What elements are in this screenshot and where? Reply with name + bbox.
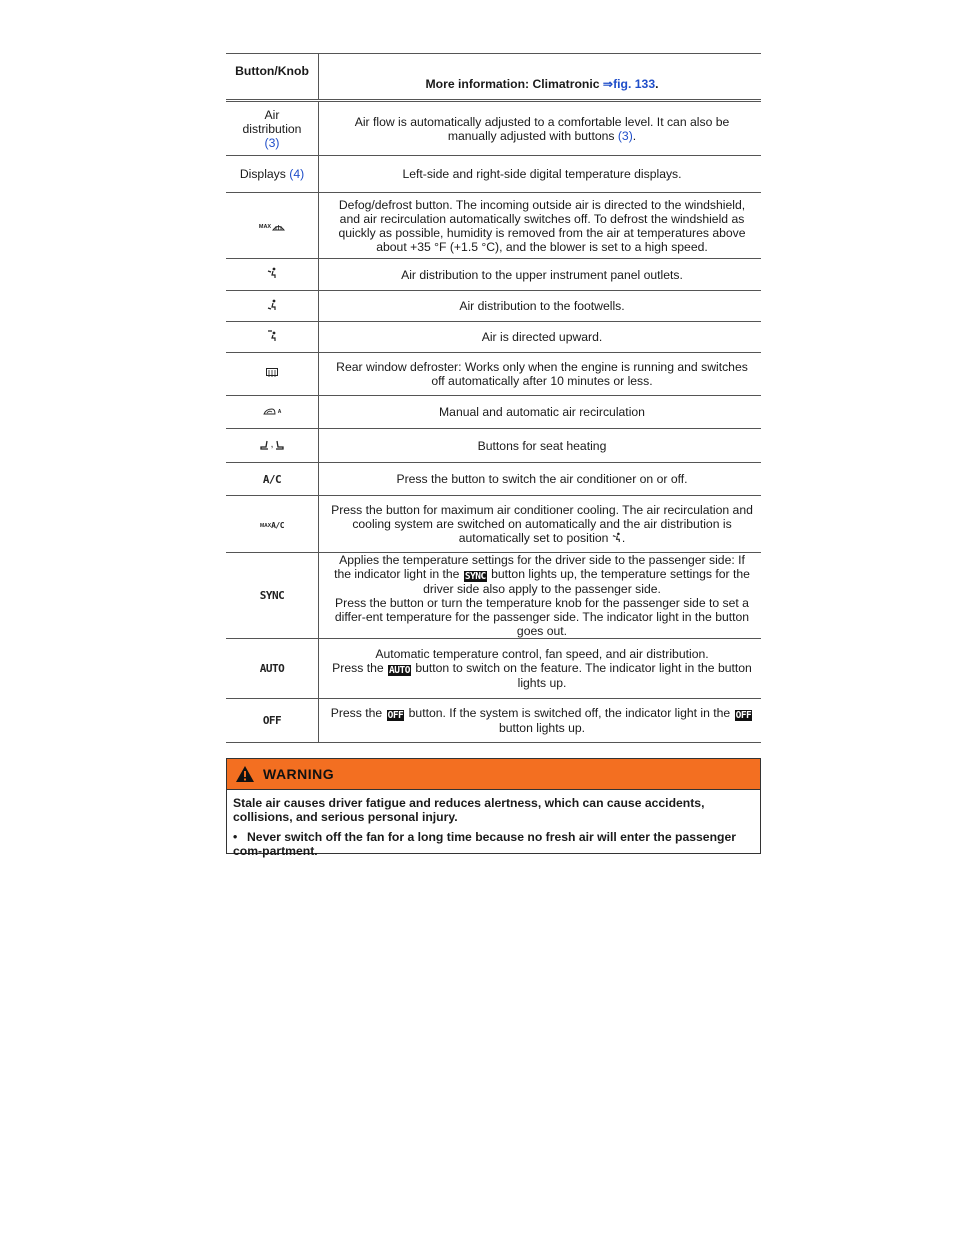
- row-description: [319, 353, 762, 396]
- auto-button-inline: AUTO: [389, 665, 410, 676]
- row-description: [319, 259, 762, 291]
- desc-text: Manual and automatic air recirculation: [439, 405, 645, 419]
- desc-text: button lights up.: [498, 721, 586, 735]
- auto-label: A: [277, 409, 282, 415]
- warning-text: Stale air causes driver fatigue and reduces alertness, which can cause accidents, collisions, and serious personal injury.: [233, 796, 705, 824]
- row-description: [319, 553, 762, 639]
- row-icon-cell: [226, 463, 319, 496]
- table-row: [226, 496, 761, 553]
- ref-3-link[interactable]: (3): [617, 128, 633, 143]
- desc-text: Rear window defroster: Works only when the engine is running and switches off automatically after 10 minutes or less.: [336, 360, 748, 388]
- warning-title: WARNING: [263, 766, 335, 782]
- row-icon-cell: [226, 429, 319, 463]
- row-description: [319, 322, 762, 353]
- warning-list-item: [233, 830, 754, 858]
- row-description: [319, 156, 762, 193]
- row-label: [226, 101, 319, 156]
- label-text: distribution: [242, 121, 302, 136]
- max-label: MAX: [259, 522, 272, 529]
- ref-4-link[interactable]: (4): [289, 167, 305, 181]
- table-row: [226, 101, 761, 156]
- warning-body: [227, 790, 760, 858]
- row-description: [319, 639, 762, 699]
- desc-text: button lights up, the temperature settings for the driver side also apply to the passenger side.: [423, 567, 750, 596]
- table-row: [226, 429, 761, 463]
- row-icon-cell: [226, 699, 319, 743]
- table-header-row: [226, 54, 761, 101]
- row-icon-cell: [226, 639, 319, 699]
- desc-text: Buttons for seat heating: [477, 438, 607, 453]
- row-description: [319, 496, 762, 553]
- label-text: Air: [264, 107, 280, 122]
- table-row: [226, 353, 761, 396]
- desc-text: Applies the temperature settings for the driver side to the passenger side: If the indicator light in the: [334, 553, 745, 581]
- off-button-inline: OFF: [387, 710, 404, 721]
- max-defrost-icon: [259, 220, 285, 234]
- table-row: [226, 322, 761, 353]
- separator-text: ,: [270, 439, 274, 450]
- ref-3-link[interactable]: (3): [264, 135, 280, 150]
- desc-text: Defog/defrost button. The incoming outside air is directed to the windshield, and air recirculation automatically switches off. To defrost the windshield as quickly as possible, humidity is removed from the air at temperatures above about +35 °F (+1.5 °C), and the blower is set to a high speed.: [338, 197, 746, 254]
- air-recirculation-icon: [263, 405, 282, 419]
- row-icon-cell: [226, 496, 319, 553]
- row-icon-cell: [226, 396, 319, 429]
- desc-text: Left-side and right-side digital temperature displays.: [402, 167, 682, 181]
- table-row: [226, 553, 761, 639]
- row-description: [319, 291, 762, 322]
- row-icon-cell: [226, 193, 319, 259]
- ac-label: A/C: [271, 520, 285, 530]
- desc-text: Press the: [330, 706, 386, 720]
- desc-text: Press the button or turn the temperature knob for the passenger side to set a differ-ent temperature for the passenger side. The indicator light in the button goes out.: [334, 596, 750, 638]
- sync-button-inline: SYNC: [464, 571, 486, 582]
- desc-text: Air distribution to the upper instrument panel outlets.: [401, 267, 683, 282]
- warning-triangle-icon: [235, 765, 255, 783]
- table-row: [226, 699, 761, 743]
- row-label: [226, 156, 319, 193]
- max-label: MAX: [258, 224, 272, 230]
- header-button-knob: [226, 54, 319, 101]
- fig-133-link[interactable]: fig. 133: [613, 77, 656, 91]
- max-ac-icon: [260, 519, 284, 533]
- table-row: [226, 291, 761, 322]
- off-button-inline: OFF: [735, 710, 752, 721]
- arrow-right-icon: ⇒: [602, 77, 614, 91]
- header-col1-text: Button/Knob: [235, 64, 309, 78]
- warning-item-text: Never switch off the fan for a long time because no fresh air will enter the passenger com-partment.: [233, 830, 736, 858]
- row-description: [319, 193, 762, 259]
- row-description: [319, 101, 762, 156]
- desc-text: Air distribution to the footwells.: [459, 299, 625, 313]
- off-icon: OFF: [262, 714, 282, 727]
- desc-text: Press the: [332, 661, 388, 675]
- table-row: [226, 156, 761, 193]
- desc-text: Automatic temperature control, fan speed, and air distribution.: [375, 647, 709, 661]
- row-icon-cell: [226, 291, 319, 322]
- header-more-info: [319, 54, 762, 101]
- header-col2-prefix: More information: Climatronic: [425, 77, 603, 91]
- desc-text: Air is directed upward.: [481, 330, 603, 344]
- desc-text: Press the button to switch the air conditioner on or off.: [396, 472, 688, 486]
- table-row: [226, 463, 761, 496]
- desc-text: button to switch on the feature. The indicator light in the button lights up.: [411, 661, 752, 690]
- seat-heating-icon: [260, 438, 285, 452]
- table-row: [226, 259, 761, 291]
- table-row: [226, 193, 761, 259]
- desc-text: .: [632, 128, 637, 143]
- rear-defroster-icon: [266, 368, 278, 378]
- desc-text: Air flow is automatically adjusted to a comfortable level. It can also be manually adjusted with buttons: [354, 114, 730, 143]
- label-text: Displays: [239, 167, 290, 181]
- table-row: [226, 396, 761, 429]
- row-description: [319, 699, 762, 743]
- row-icon-cell: [226, 353, 319, 396]
- warning-header: [227, 759, 760, 790]
- sync-icon: SYNC: [259, 589, 285, 602]
- desc-text: button. If the system is switched off, the indicator light in the: [405, 706, 734, 720]
- desc-text: .: [621, 531, 626, 545]
- desc-text: Press the button for maximum air conditioner cooling. The air recirculation and cooling system are switched on automatically and the air distribution is automatically set to position: [331, 503, 753, 545]
- table-row: [226, 639, 761, 699]
- bullet-icon: •: [233, 830, 238, 844]
- row-description: [319, 463, 762, 496]
- header-col2-suffix: .: [655, 77, 659, 91]
- row-icon-cell: [226, 322, 319, 353]
- row-description: [319, 429, 762, 463]
- air-footwell-icon: [267, 299, 278, 311]
- row-icon-cell: [226, 553, 319, 639]
- air-upward-icon: [267, 330, 278, 342]
- row-icon-cell: [226, 259, 319, 291]
- ac-icon: A/C: [262, 472, 282, 486]
- row-description: [319, 396, 762, 429]
- auto-icon: AUTO: [259, 662, 285, 675]
- climatronic-controls-table: [226, 53, 761, 743]
- warning-box: [226, 758, 761, 858]
- air-upper-outlets-icon: [267, 267, 278, 279]
- air-upper-outlets-icon: [612, 532, 622, 543]
